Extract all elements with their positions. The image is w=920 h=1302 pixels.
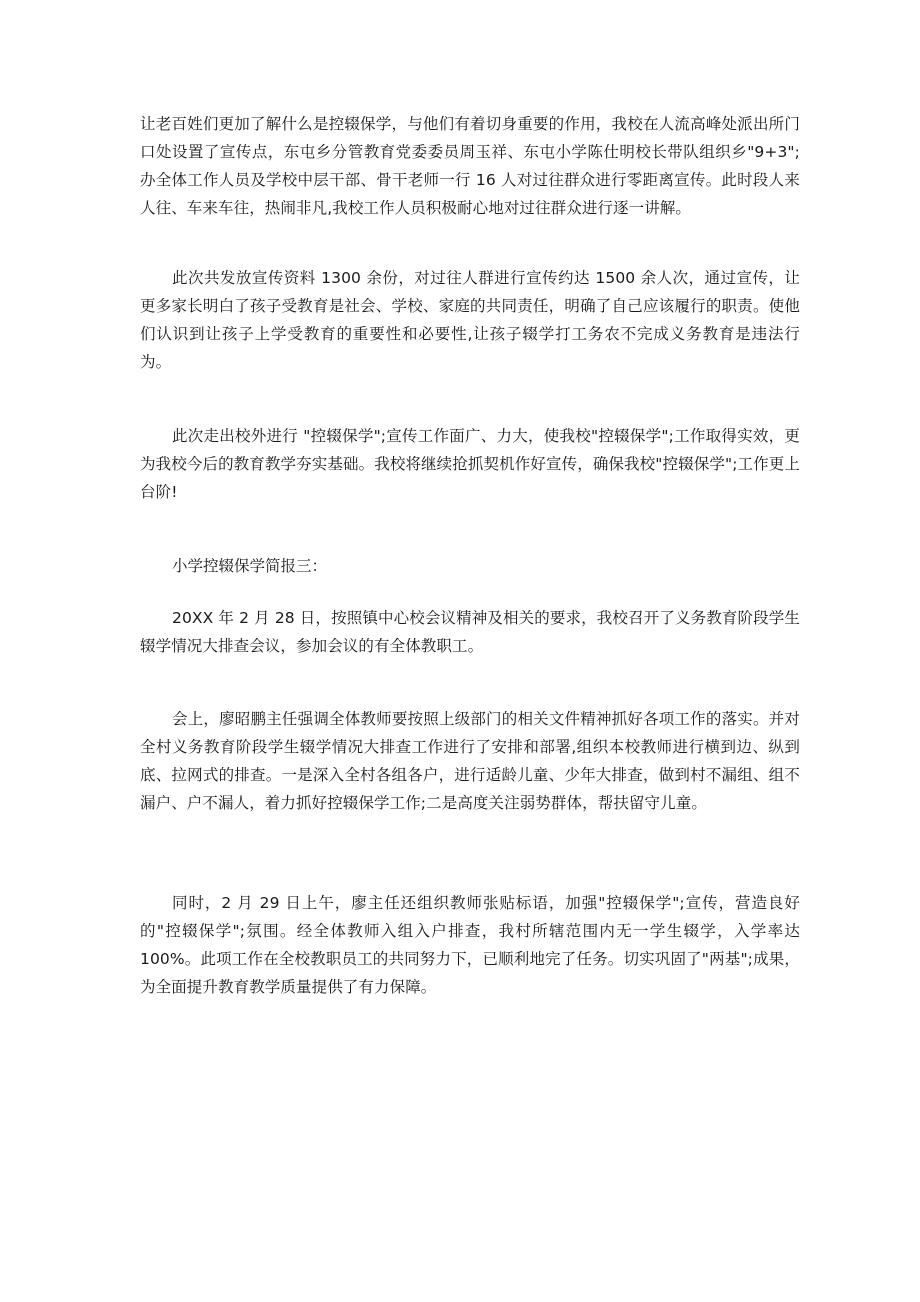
- paragraph-1: 让老百姓们更加了解什么是控辍保学，与他们有着切身重要的作用，我校在人流高峰处派出所门口处设置了宣传点，东屯乡分管教育党委委员周玉祥、东屯小学陈仕明校长带队组织乡"9+3";办全体工作人员及学校中层干部、骨干老师一行 16 人对过往群众进行零距离宣传。此时段人来人往、车来车往，热闹非凡,我校工作人员积极耐心地对过往群众进行逐一讲解。: [140, 115, 800, 217]
- paragraph-6: 同时，2 月 29 日上午，廖主任还组织教师张贴标语，加强"控辍保学";宣传，营造良好的"控辍保学";氛围。经全体教师入组入户排查，我村所辖范围内无一学生辍学，入学率达100%。此项工作在全校教职员工的共同努力下，已顺利地完了任务。切实巩固了"两基";成果，为全面提升教育教学质量提供了有力保障。: [140, 894, 800, 996]
- paragraph-4: 20XX 年 2 月 28 日，按照镇中心校会议精神及相关的要求，我校召开了义务教育阶段学生辍学情况大排查会议，参加会议的有全体教职工。: [140, 609, 800, 655]
- section-heading: 小学控辍保学简报三：: [172, 557, 328, 575]
- paragraph-3: 此次走出校外进行 "控辍保学";宣传工作面广、力大，使我校"控辍保学";工作取得实效，更为我校今后的教育教学夯实基础。我校将继续抢抓契机作好宣传，确保我校"控辍保学";工作更上台阶!: [140, 427, 800, 501]
- paragraph-2: 此次共发放宣传资料 1300 余份，对过往人群进行宣传约达 1500 余人次，通过宣传，让更多家长明白了孩子受教育是社会、学校、家庭的共同责任，明确了自己应该履行的职责。使他们认识到让孩子上学受教育的重要性和必要性,让孩子辍学打工务农不完成义务教育是违法行为。: [140, 269, 800, 371]
- paragraph-5: 会上，廖昭鹏主任强调全体教师要按照上级部门的相关文件精神抓好各项工作的落实。并对全村义务教育阶段学生辍学情况大排查工作进行了安排和部署,组织本校教师进行横到边、纵到底、拉网式的排查。一是深入全村各组各户，进行适龄儿童、少年大排查，做到村不漏组、组不漏户、户不漏人，着力抓好控辍保学工作;二是高度关注弱势群体，帮扶留守儿童。: [140, 710, 800, 812]
